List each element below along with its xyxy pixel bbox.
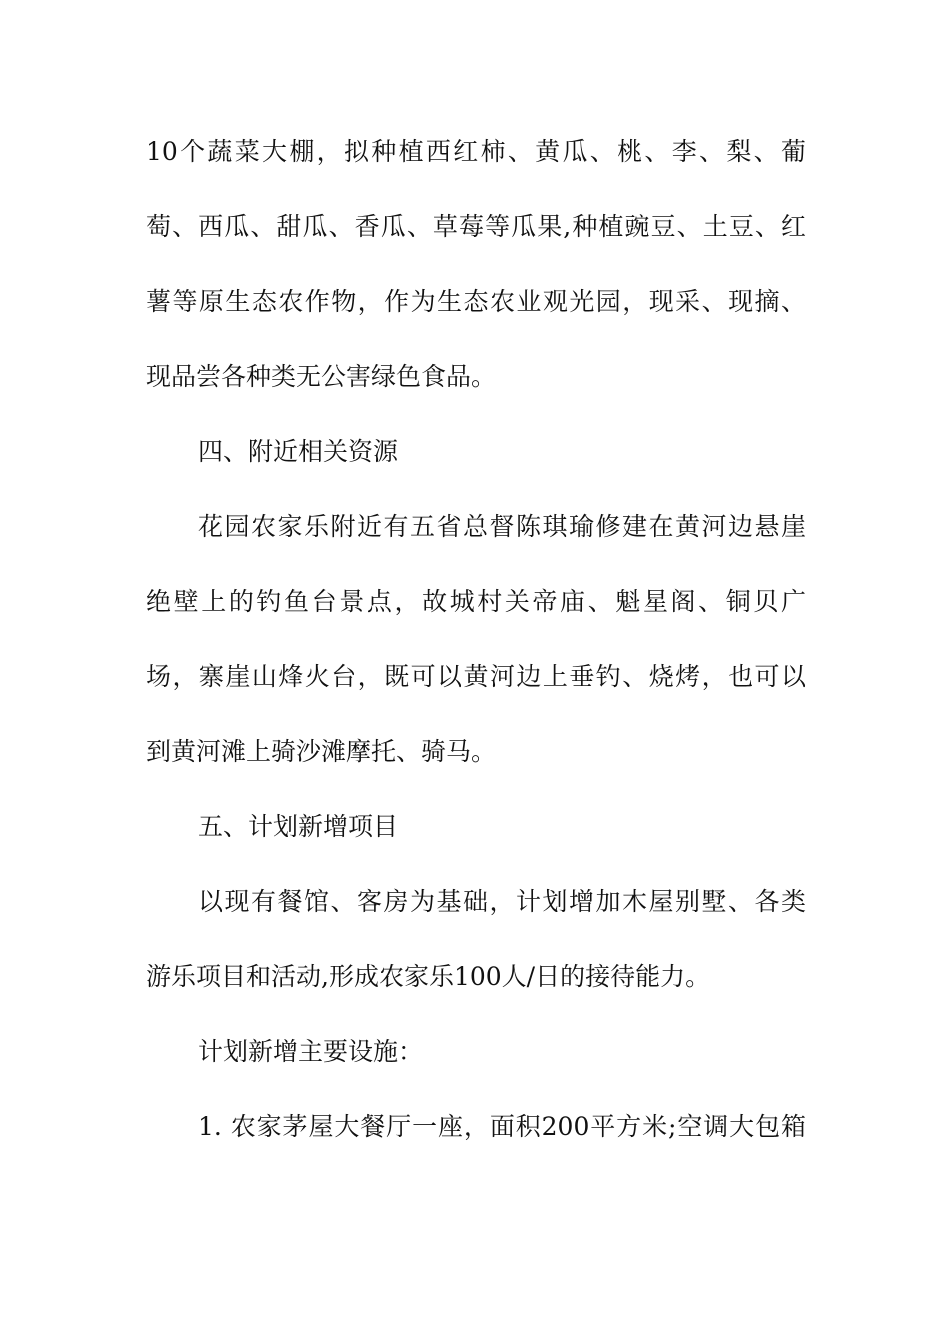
- paragraph-line: 薯等原生态农作物，作为生态农业观光园，现采、现摘、: [146, 287, 806, 316]
- paragraph-line: 场，寨崖山烽火台，既可以黄河边上垂钓、烧烤，也可以: [146, 662, 806, 691]
- section-heading: 四、附近相关资源: [198, 437, 399, 466]
- paragraph-line: 萄、西瓜、甜瓜、香瓜、草莓等瓜果,种植豌豆、土豆、红: [146, 212, 806, 241]
- section-heading: 五、计划新增项目: [198, 812, 399, 841]
- paragraph-line: 现品尝各种类无公害绿色食品。: [146, 362, 497, 391]
- paragraph-line: 绝壁上的钓鱼台景点，故城村关帝庙、魁星阁、铜贝广: [146, 587, 806, 616]
- list-item: 1. 农家茅屋大餐厅一座，面积200平方米;空调大包箱: [198, 1112, 806, 1141]
- paragraph-line: 游乐项目和活动,形成农家乐100人/日的接待能力。: [146, 962, 711, 991]
- paragraph-line: 到黄河滩上骑沙滩摩托、骑马。: [146, 737, 497, 766]
- paragraph-line: 10个蔬菜大棚，拟种植西红柿、黄瓜、桃、李、梨、葡: [146, 137, 806, 166]
- paragraph-line: 以现有餐馆、客房为基础，计划增加木屋别墅、各类: [198, 887, 806, 916]
- list-intro: 计划新增主要设施：: [198, 1037, 424, 1066]
- paragraph-line: 花园农家乐附近有五省总督陈琪瑜修建在黄河边悬崖: [198, 512, 806, 541]
